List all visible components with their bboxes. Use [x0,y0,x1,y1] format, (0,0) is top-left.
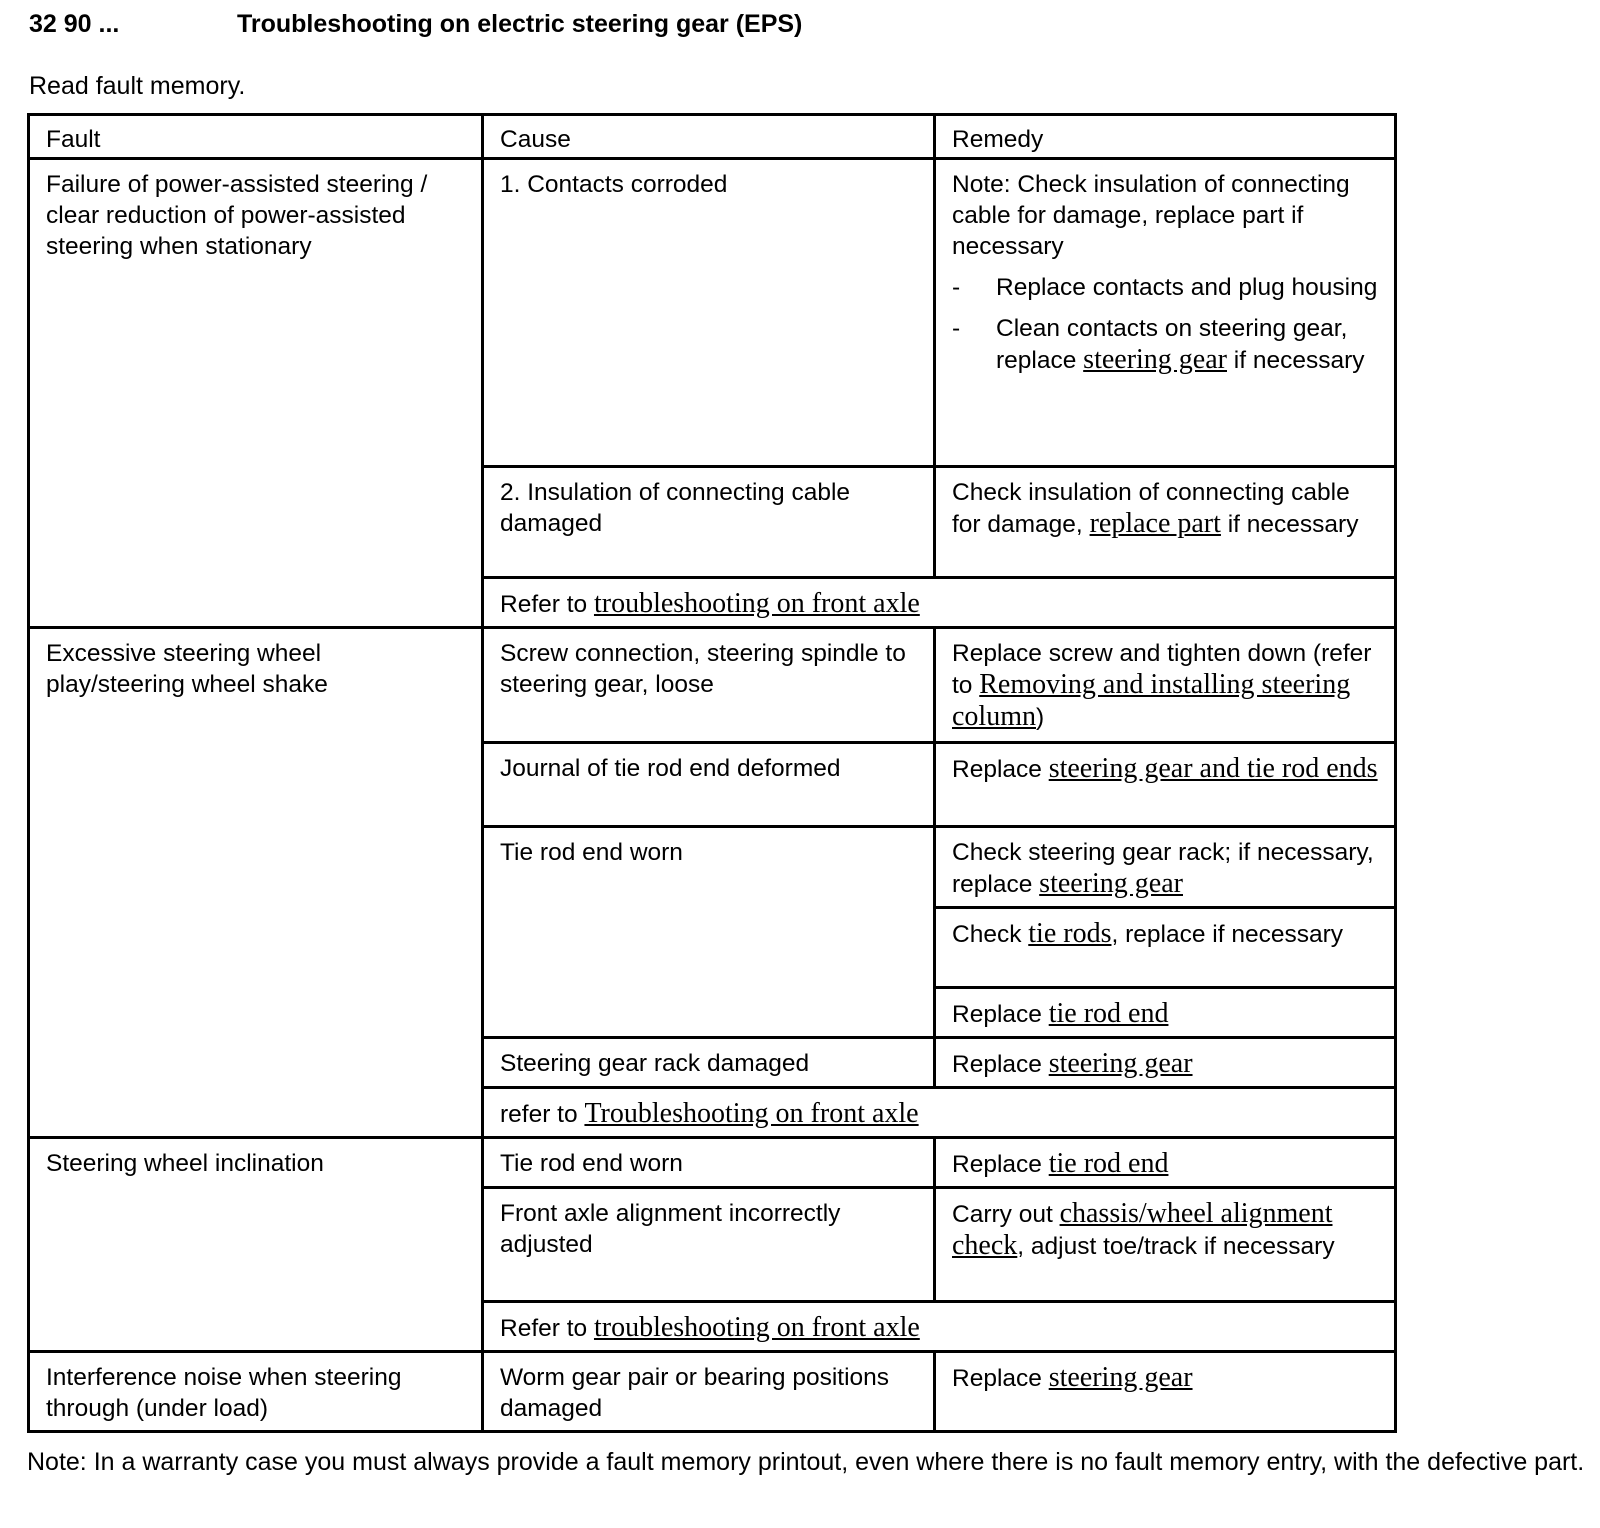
refer-text: Refer to [500,591,594,618]
refer-cell [483,1088,1396,1138]
steering-gear-link[interactable]: steering gear [1039,868,1183,899]
cause-cell: Front axle alignment incorrectly adjusted [483,1188,935,1302]
list-item-text: Clean contacts on steering gear, replace [996,315,1348,374]
cause-cell: Steering gear rack damaged [483,1038,935,1088]
fault-cell: Excessive steering wheel play/steering wheel shake [29,628,483,1138]
tie-rod-end-link[interactable]: tie rod end [1048,998,1169,1029]
table-row [29,1138,1396,1188]
page-title: Troubleshooting on electric steering gear (EPS) [237,10,803,38]
section-number: 32 90 ... [29,10,120,38]
cause-cell: Screw connection, steering spindle to steering gear, loose [483,628,935,743]
list-item-text: Replace contacts and plug housing [996,274,1378,301]
column-header-fault: Fault [29,115,483,159]
remedy-cell [935,628,1396,743]
remedy-text: Replace [952,1001,1049,1028]
column-header-remedy: Remedy [935,115,1396,159]
remedy-text: Carry out [952,1201,1060,1228]
table-row [29,628,1396,743]
refer-cell [483,1302,1396,1352]
cause-cell: Tie rod end worn [483,827,935,1038]
remedy-text: Replace [952,756,1049,783]
remedy-text: Check insulation of connecting cable for damage, [952,479,1350,538]
cause-cell: 1. Contacts corroded [483,159,935,467]
refer-text: Refer to [500,1315,594,1342]
remedy-cell [935,827,1396,908]
warranty-note: Note: In a warranty case you must always provide a fault memory printout, even where there is no fault memory entry, with the defective part. [27,1448,1585,1476]
chassis-wheel-alignment-check-link[interactable]: chassis/wheel alignment check [952,1198,1333,1261]
troubleshooting-table [27,113,1397,1433]
column-header-cause: Cause [483,115,935,159]
troubleshooting-front-axle-link[interactable]: Troubleshooting on front axle [584,1098,919,1129]
list-item: - Clean contacts on steering gear, replace steering gear if necessary [952,315,1365,375]
cause-cell: Worm gear pair or bearing positions damaged [483,1352,935,1432]
troubleshooting-front-axle-link[interactable]: troubleshooting on front axle [593,588,920,619]
remedy-text: , adjust toe/track if necessary [1017,1233,1335,1260]
remedy-text: Replace [952,1365,1049,1392]
fault-cell: Failure of power-assisted steering / clear reduction of power-assisted steering when stationary [29,159,483,628]
remedy-list [952,272,1378,376]
steering-gear-link[interactable]: steering gear [1083,344,1227,375]
cause-cell: 2. Insulation of connecting cable damaged [483,467,935,578]
remedy-cell [935,743,1396,827]
remedy-cell [935,159,1396,467]
steering-gear-link[interactable]: steering gear [1048,1048,1193,1079]
remedy-text: Replace [952,1151,1049,1178]
table-row [29,159,1396,467]
remedy-cell [935,988,1396,1038]
remedy-cell [935,1038,1396,1088]
remedy-text: Check steering gear rack; if necessary, replace [952,839,1374,898]
refer-text: refer to [500,1101,585,1128]
fault-cell: Interference noise when steering through (under load) [29,1352,483,1432]
remedy-note: Note: Check insulation of connecting cable for damage, replace part if necessary [952,171,1350,260]
remedy-text: ) [1036,704,1045,731]
remedy-text: , replace if necessary [1111,921,1343,948]
remedy-text: Replace screw and tighten down (refer to [952,640,1372,699]
remedy-cell [935,1188,1396,1302]
header-row [29,115,1396,159]
cause-cell: Tie rod end worn [483,1138,935,1188]
removing-installing-steering-column-link[interactable]: Removing and installing steering column [952,669,1351,732]
remedy-cell [935,908,1396,988]
remedy-cell [935,1352,1396,1432]
remedy-text: Replace [952,1051,1049,1078]
refer-cell [483,578,1396,628]
list-item-text: if necessary [1227,347,1365,374]
intro-text: Read fault memory. [29,72,246,100]
table-row [29,1352,1396,1432]
steering-gear-link[interactable]: steering gear [1048,1362,1193,1393]
troubleshooting-front-axle-link[interactable]: troubleshooting on front axle [593,1312,920,1343]
tie-rod-end-link[interactable]: tie rod end [1048,1148,1169,1179]
remedy-cell [935,467,1396,578]
list-item: - Replace contacts and plug housing [952,274,1378,301]
fault-cell: Steering wheel inclination [29,1138,483,1352]
steering-gear-tie-rod-ends-link[interactable]: steering gear and tie rod ends [1048,753,1378,784]
remedy-text: Check [952,921,1029,948]
tie-rods-link[interactable]: tie rods [1028,918,1112,949]
remedy-cell [935,1138,1396,1188]
cause-cell: Journal of tie rod end deformed [483,743,935,827]
remedy-text: if necessary [1220,511,1359,538]
replace-part-link[interactable]: replace part [1089,508,1221,539]
